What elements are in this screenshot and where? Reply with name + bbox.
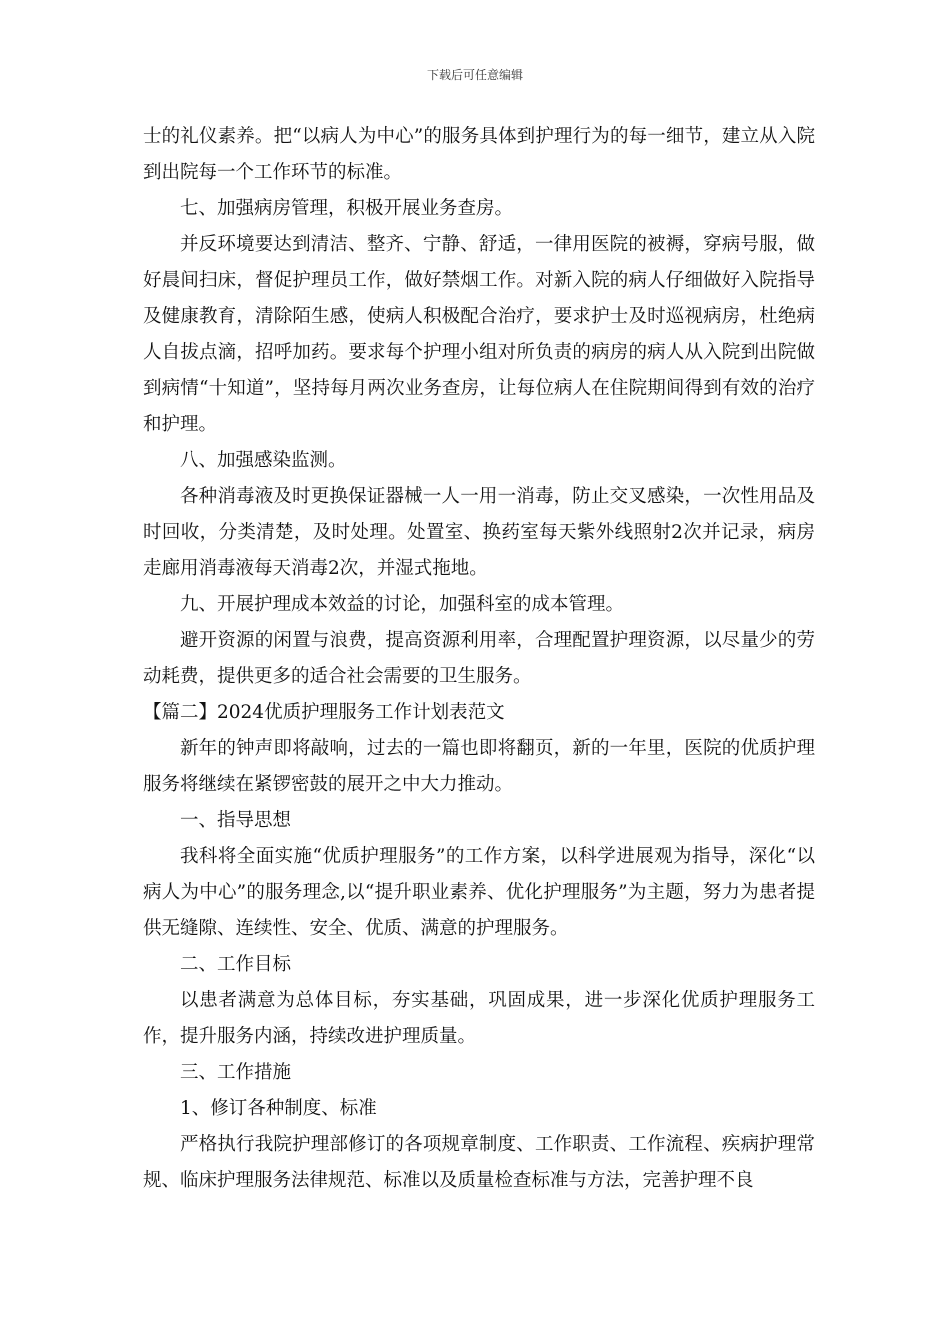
paragraph: 1、修订各种制度、标准 [180,1098,377,1119]
paragraph: 我科将全面实施“优质护理服务”的工作方案，以科学进展观为指导，深化“以病人为中心”的服务理念,以“提升职业素养、优化护理服务”为主题，努力为患者提供无缝隙、连续性、安全、优质、满意的护理服务。 [143,846,815,939]
paragraph: 【篇二】2024优质护理服务工作计划表范文 [143,702,505,723]
paragraph: 九、开展护理成本效益的讨论，加强科室的成本管理。 [180,594,625,615]
paragraph: 避开资源的闲置与浪费，提高资源利用率，合理配置护理资源，以尽量少的劳动耗费，提供更多的适合社会需要的卫生服务。 [143,630,815,687]
page-header-note: 下载后可任意编辑 [426,68,523,82]
paragraph: 七、加强病房管理，积极开展业务查房。 [180,198,514,219]
document-body [143,119,815,1199]
paragraph: 新年的钟声即将敲响，过去的一篇也即将翻页，新的一年里，医院的优质护理服务将继续在紧锣密鼓的展开之中大力推动。 [143,738,815,795]
paragraph: 三、工作措施 [180,1062,292,1083]
paragraph: 各种消毒液及时更换保证器械一人一用一消毒，防止交叉感染，一次性用品及时回收，分类清楚，及时处理。处置室、换药室每天紫外线照射2次并记录，病房走廊用消毒液每天消毒2次，并湿式拖地。 [143,486,815,579]
paragraph: 二、工作目标 [180,954,292,975]
paragraph: 八、加强感染监测。 [180,450,347,471]
paragraph: 以患者满意为总体目标，夯实基础，巩固成果，进一步深化优质护理服务工作，提升服务内涵，持续改进护理质量。 [143,990,815,1047]
paragraph: 严格执行我院护理部修订的各项规章制度、工作职责、工作流程、疾病护理常规、临床护理服务法律规范、标准以及质量检查标准与方法，完善护理不良 [143,1134,815,1191]
paragraph: 并反环境要达到清洁、整齐、宁静、舒适，一律用医院的被褥，穿病号服，做好晨间扫床，督促护理员工作，做好禁烟工作。对新入院的病人仔细做好入院指导及健康教育，清除陌生感，使病人积极配合治疗，要求护士及时巡视病房，杜绝病人自拔点滴，招呼加药。要求每个护理小组对所负责的病房的病人从入院到出院做到病情“十知道”，坚持每月两次业务查房，让每位病人在住院期间得到有效的治疗和护理。 [143,234,815,435]
paragraph: 一、指导思想 [180,810,292,831]
paragraph: 士的礼仪素养。把“以病人为中心”的服务具体到护理行为的每一细节，建立从入院到出院每一个工作环节的标准。 [143,126,815,183]
